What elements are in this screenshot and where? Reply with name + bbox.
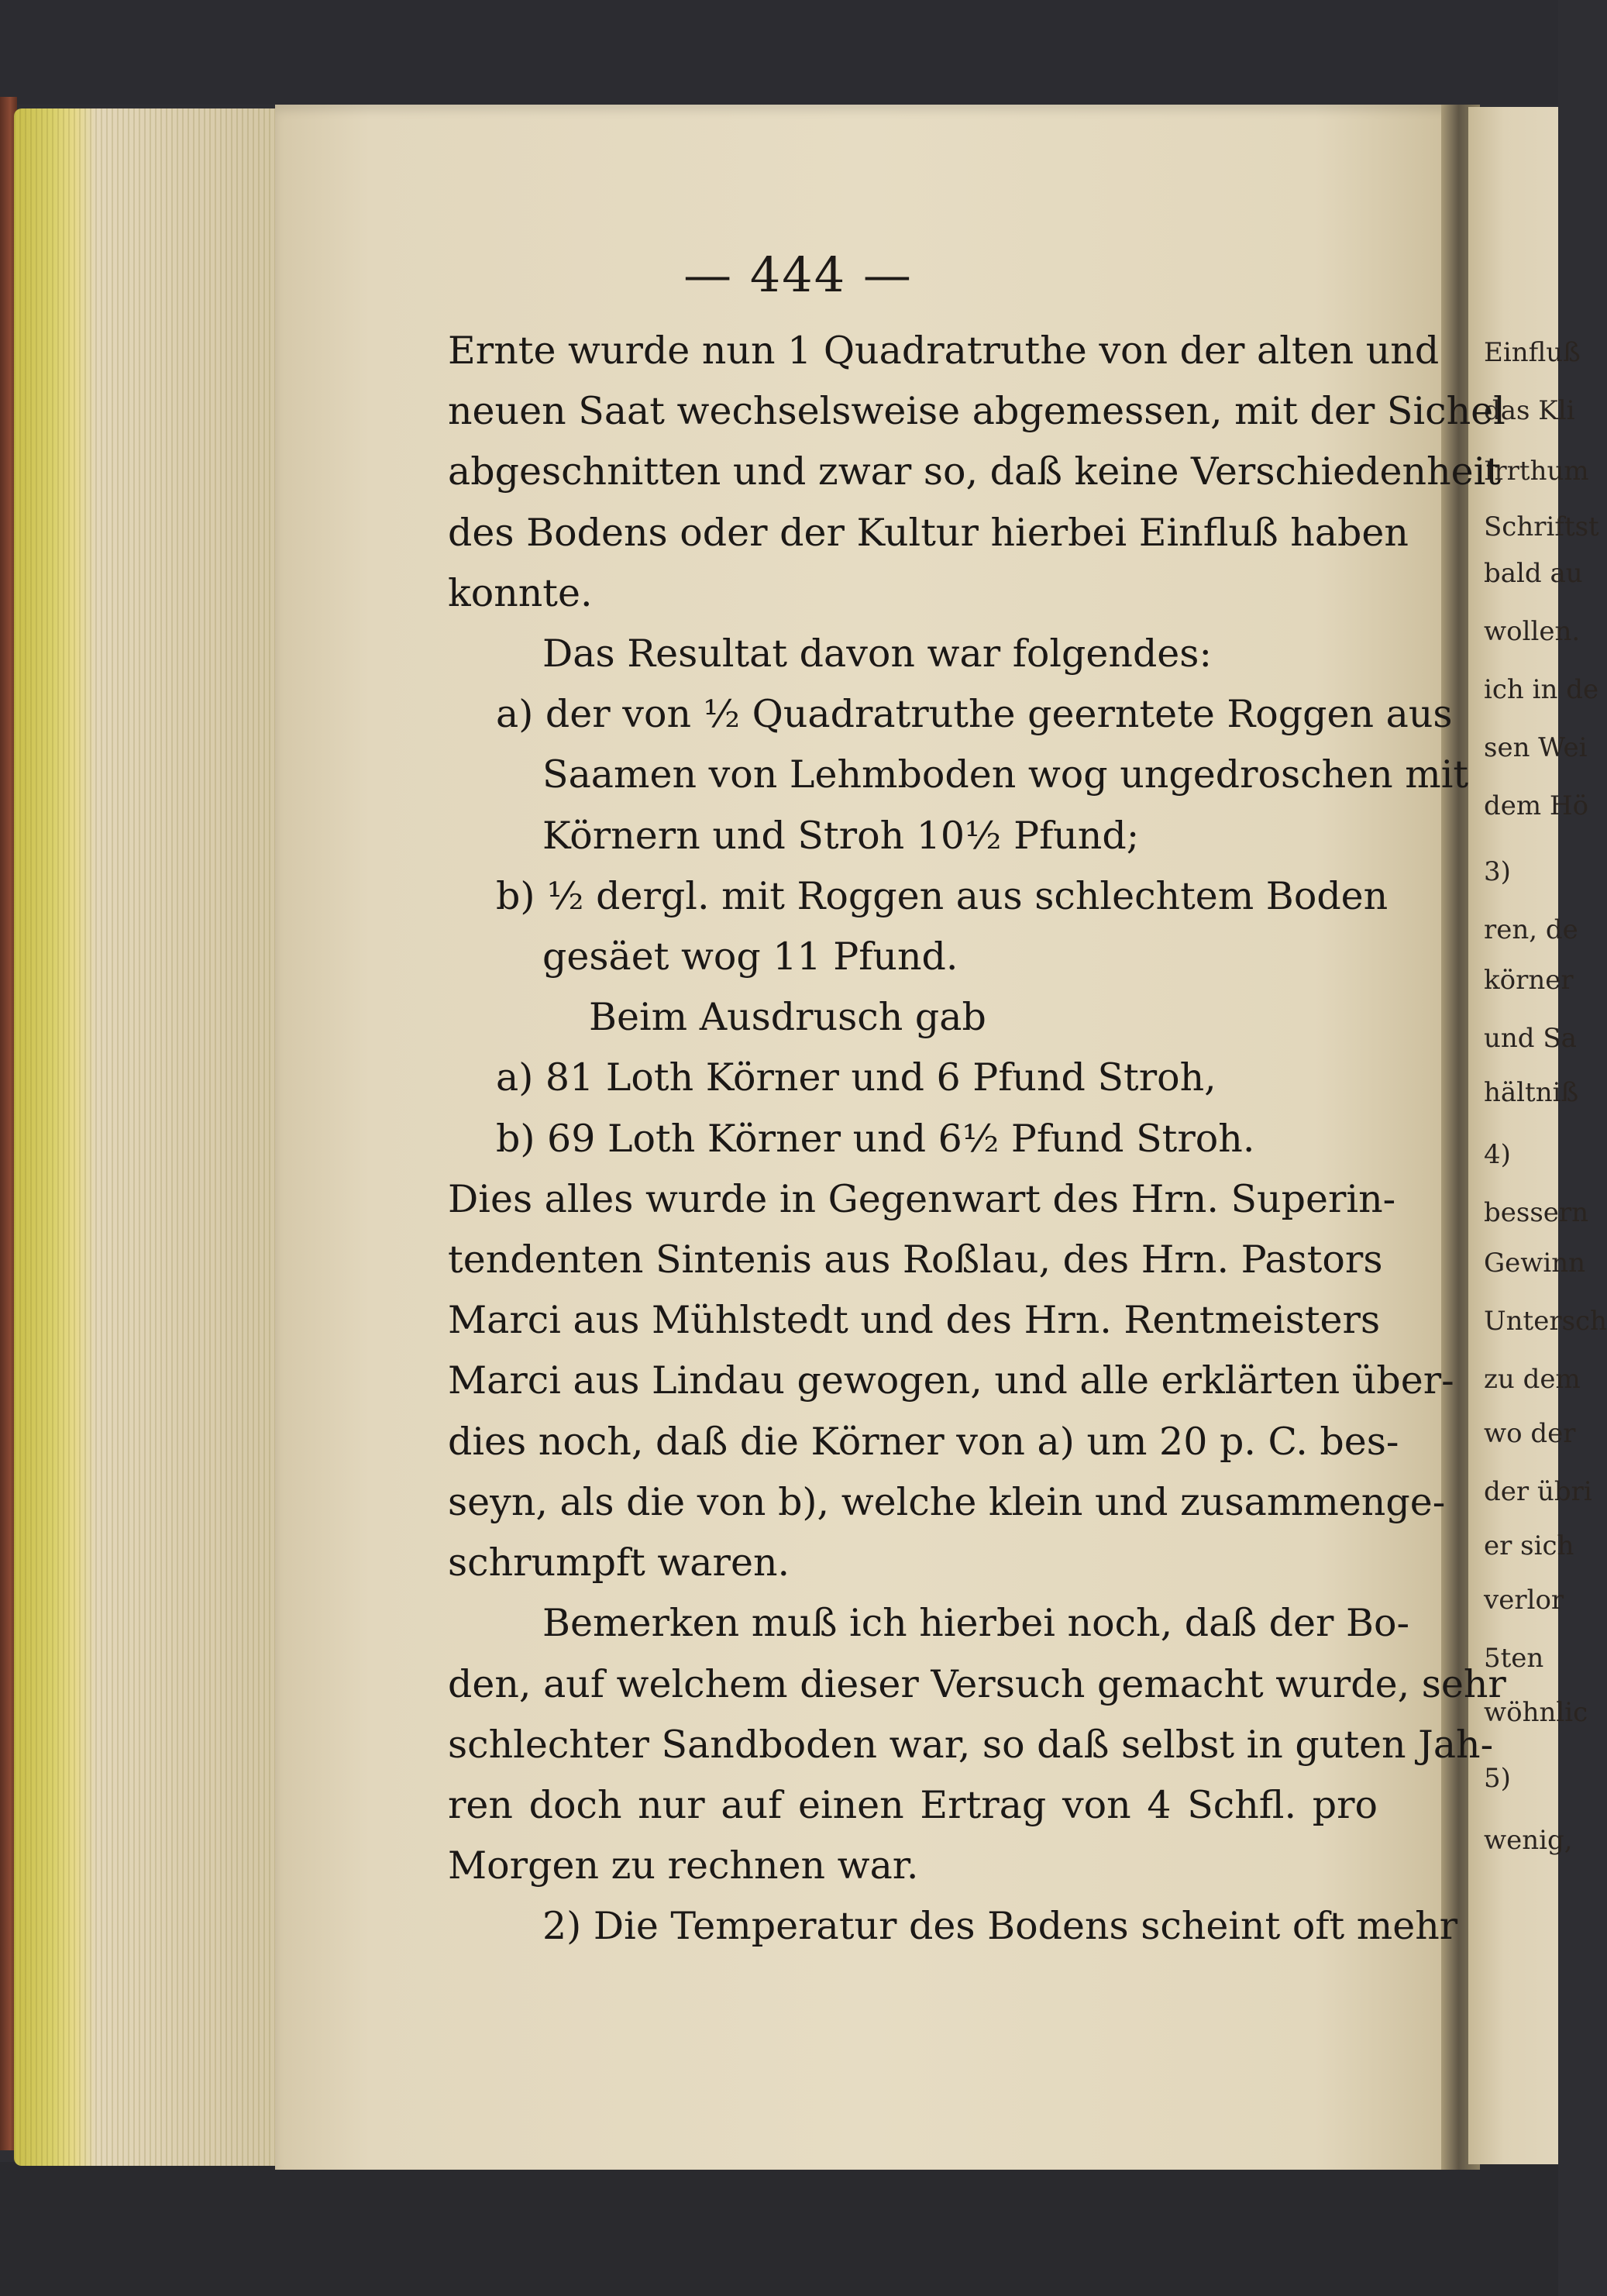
page-number: — 444 —	[683, 246, 913, 303]
text-line: b) 69 Loth Körner und 6½ Pfund Stroh.	[496, 1117, 1255, 1161]
facing-page-word: das Kli	[1484, 395, 1575, 426]
facing-page-word: ich in de	[1484, 674, 1599, 705]
text-line: ren doch nur auf einen Ertrag von 4 Schfl. pro	[448, 1783, 1378, 1827]
facing-page-word: dem Hö	[1484, 790, 1589, 821]
text-line: neuen Saat wechselsweise abgemessen, mit der Sichel	[448, 389, 1505, 433]
text-line: schlechter Sandboden war, so daß selbst in guten Jah-	[448, 1723, 1494, 1767]
text-line: a) der von ½ Quadratruthe geerntete Roggen aus	[496, 692, 1453, 736]
facing-page-word: ren, de	[1484, 914, 1578, 945]
facing-page-word: Untersch	[1484, 1306, 1607, 1337]
text-line: 2) Die Temperatur des Bodens scheint oft mehr	[542, 1904, 1458, 1948]
facing-page-word: 5ten	[1484, 1643, 1544, 1674]
text-line: abgeschnitten und zwar so, daß keine Verschiedenheit	[448, 449, 1502, 494]
text-line: Bemerken muß ich hierbei noch, daß der Bo-	[542, 1601, 1410, 1645]
facing-page-word: 5)	[1484, 1763, 1511, 1794]
text-line: des Bodens oder der Kultur hierbei Einfluß haben	[448, 511, 1409, 555]
text-line: schrumpft waren.	[448, 1540, 790, 1585]
facing-page-word: hältniß	[1484, 1077, 1579, 1108]
text-line: konnte.	[448, 571, 593, 615]
text-line: seyn, als die von b), welche klein und zusammenge-	[448, 1480, 1446, 1524]
text-line: Ernte wurde nun 1 Quadratruthe von der alten und	[448, 329, 1440, 373]
text-line: Das Resultat davon war folgendes:	[542, 632, 1212, 676]
facing-page-word: wenig,	[1484, 1825, 1573, 1856]
text-line: Beim Ausdrusch gab	[589, 995, 986, 1039]
facing-page-word: er sich	[1484, 1530, 1574, 1561]
text-line: gesäet wog 11 Pfund.	[542, 935, 958, 979]
facing-page-word: Gewinn	[1484, 1248, 1586, 1279]
facing-page-word: wollen.	[1484, 616, 1581, 647]
facing-page-word: wöhnlic	[1484, 1697, 1588, 1728]
facing-page-word: wo der	[1484, 1418, 1576, 1449]
text-line: a) 81 Loth Körner und 6 Pfund Stroh,	[496, 1055, 1216, 1100]
text-line: den, auf welchem dieser Versuch gemacht wurde, sehr	[448, 1662, 1506, 1706]
text-line: Saamen von Lehmboden wog ungedroschen mit	[542, 752, 1469, 797]
facing-page-word: bald au	[1484, 558, 1583, 589]
facing-page-word: Einfluß	[1484, 337, 1581, 368]
text-line: Morgen zu rechnen war.	[448, 1843, 919, 1888]
text-line: Dies alles wurde in Gegenwart des Hrn. Superin-	[448, 1177, 1396, 1221]
facing-page-word: zu dem	[1484, 1364, 1581, 1395]
text-line: b) ½ dergl. mit Roggen aus schlechtem Boden	[496, 874, 1388, 918]
text-line: tendenten Sintenis aus Roßlau, des Hrn. Pastors	[448, 1237, 1383, 1282]
facing-page-word: Schriftst	[1484, 511, 1599, 542]
text-line: Körnern und Stroh 10½ Pfund;	[542, 814, 1140, 858]
text-line: Marci aus Mühlstedt und des Hrn. Rentmeisters	[448, 1298, 1381, 1342]
text-line: Marci aus Lindau gewogen, und alle erklärten über-	[448, 1358, 1454, 1403]
facing-page-word: der übri	[1484, 1476, 1592, 1507]
text-line: dies noch, daß die Körner von a) um 20 p. C. bes-	[448, 1420, 1399, 1464]
facing-page-word: körner	[1484, 965, 1574, 996]
facing-page-word: und Sa	[1484, 1023, 1577, 1054]
facing-page-word: Irrthum	[1484, 456, 1589, 487]
facing-page-word: 3)	[1484, 856, 1511, 887]
facing-page-word: bessern	[1484, 1197, 1589, 1228]
facing-page-word: 4)	[1484, 1139, 1511, 1170]
facing-page-word: sen Wei	[1484, 732, 1588, 763]
facing-page-word: verlor	[1484, 1585, 1564, 1616]
